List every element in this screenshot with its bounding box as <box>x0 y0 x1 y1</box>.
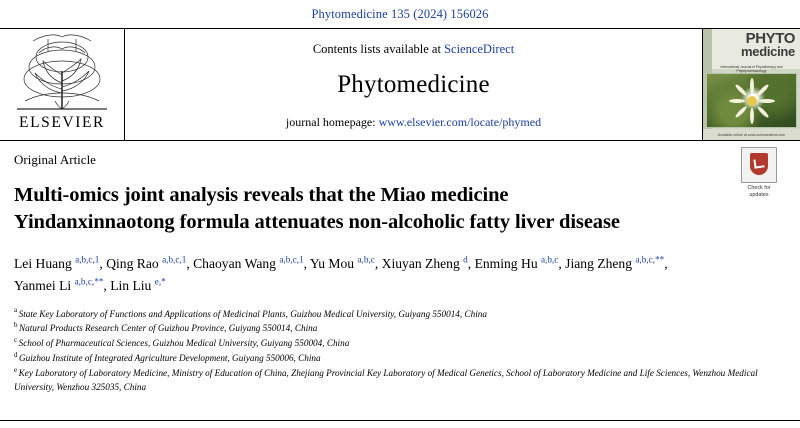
elsevier-tree-icon <box>3 31 121 113</box>
affiliation-item <box>14 337 786 351</box>
crossmark-icon <box>741 147 777 183</box>
affiliation-text: Natural Products Research Center of Guizhou Province, Guiyang 550014, China <box>19 323 318 334</box>
affiliation-item <box>14 322 786 336</box>
publisher-logo-panel <box>0 29 125 140</box>
running-head: Phytomedicine 135 (2024) 156026 <box>311 7 489 21</box>
affiliation-marker: e <box>14 365 18 374</box>
publisher-name: ELSEVIER <box>19 114 105 131</box>
affiliation-text: State Key Laboratory of Functions and Applications of Medicinal Plants, Guizhou Medical University, Guiyang 550014, China <box>18 308 487 319</box>
crossmark-badge[interactable] <box>732 147 786 200</box>
crossmark-caption-line1: Check for <box>747 185 771 191</box>
affiliation-item <box>14 352 786 366</box>
sciencedirect-link[interactable]: ScienceDirect <box>444 41 515 56</box>
contents-prefix: Contents lists available at <box>312 41 445 56</box>
crossmark-caption <box>732 185 786 200</box>
cover-name-line1: PHYTO <box>745 30 795 47</box>
affiliation-list <box>14 308 786 395</box>
cover-photo <box>706 73 797 128</box>
elsevier-logo <box>0 29 124 140</box>
cover-flower-icon <box>729 78 775 124</box>
journal-homepage-line <box>286 115 541 130</box>
affiliation-text: Guizhou Institute of Integrated Agriculture Development, Guiyang 550006, China <box>19 352 321 363</box>
affiliation-text: School of Pharmaceutical Sciences, Guizhou Medical University, Guiyang 550004, China <box>18 338 350 349</box>
journal-banner <box>0 28 800 141</box>
affiliation-marker: d <box>14 350 18 359</box>
affiliation-text: Key Laboratory of Laboratory Medicine, Ministry of Education of China, Zhejiang Provincial Key Laboratory of Medical Genetics, School of Laboratory Medicine and Life Sciences, Wenzhou Medical University, Wenzhou 325035, China <box>14 367 758 392</box>
homepage-prefix: journal homepage: <box>285 114 379 129</box>
journal-cover-image <box>703 29 800 140</box>
affiliation-marker: c <box>14 336 18 345</box>
affiliation-marker: a <box>14 306 18 315</box>
cover-name-line2: medicine <box>741 44 795 60</box>
affiliation-item <box>14 308 786 322</box>
shield-check-icon <box>750 153 768 175</box>
journal-title: Phytomedicine <box>337 70 490 98</box>
journal-homepage-link[interactable]: www.elsevier.com/locate/phymed <box>378 114 542 129</box>
article-type-label: Original Article <box>14 152 96 167</box>
cover-journal-name <box>741 32 795 59</box>
contents-available-line <box>313 42 514 57</box>
affiliation-marker: b <box>14 321 18 330</box>
article-header <box>0 141 800 394</box>
journal-info-panel <box>125 29 702 140</box>
crossmark-caption-line2: updates <box>749 192 769 199</box>
affiliation-item <box>14 367 786 395</box>
cover-footer-band: Available online at www.sciencedirect.com <box>703 129 800 140</box>
journal-cover-panel <box>702 29 800 140</box>
page-title: Multi-omics joint analysis reveals that the Miao medicine Yindanxinnaotong formula attenuates non-alcoholic fatty liver disease <box>14 184 620 234</box>
cover-subtitle: International Journal of Phytotherapy and Phytopharmacology <box>720 65 783 74</box>
author-list: Lei Huang $^{a,b,c,1}$, Qing Rao $^{a,b,c,1}$, Chaoyan Wang $^{a,b,c,1}$, Yu Mou $^{a,b,c}$, Xiuyan Zheng $^d$, Enming Hu $^{a,b,c}$, Jiang Zheng $^{a,b,c,**}$, Yanmei Li $^{a,b,c,**}$, Lin Liu $^{e,*}$ <box>14 253 668 293</box>
footer-rule <box>0 420 800 421</box>
